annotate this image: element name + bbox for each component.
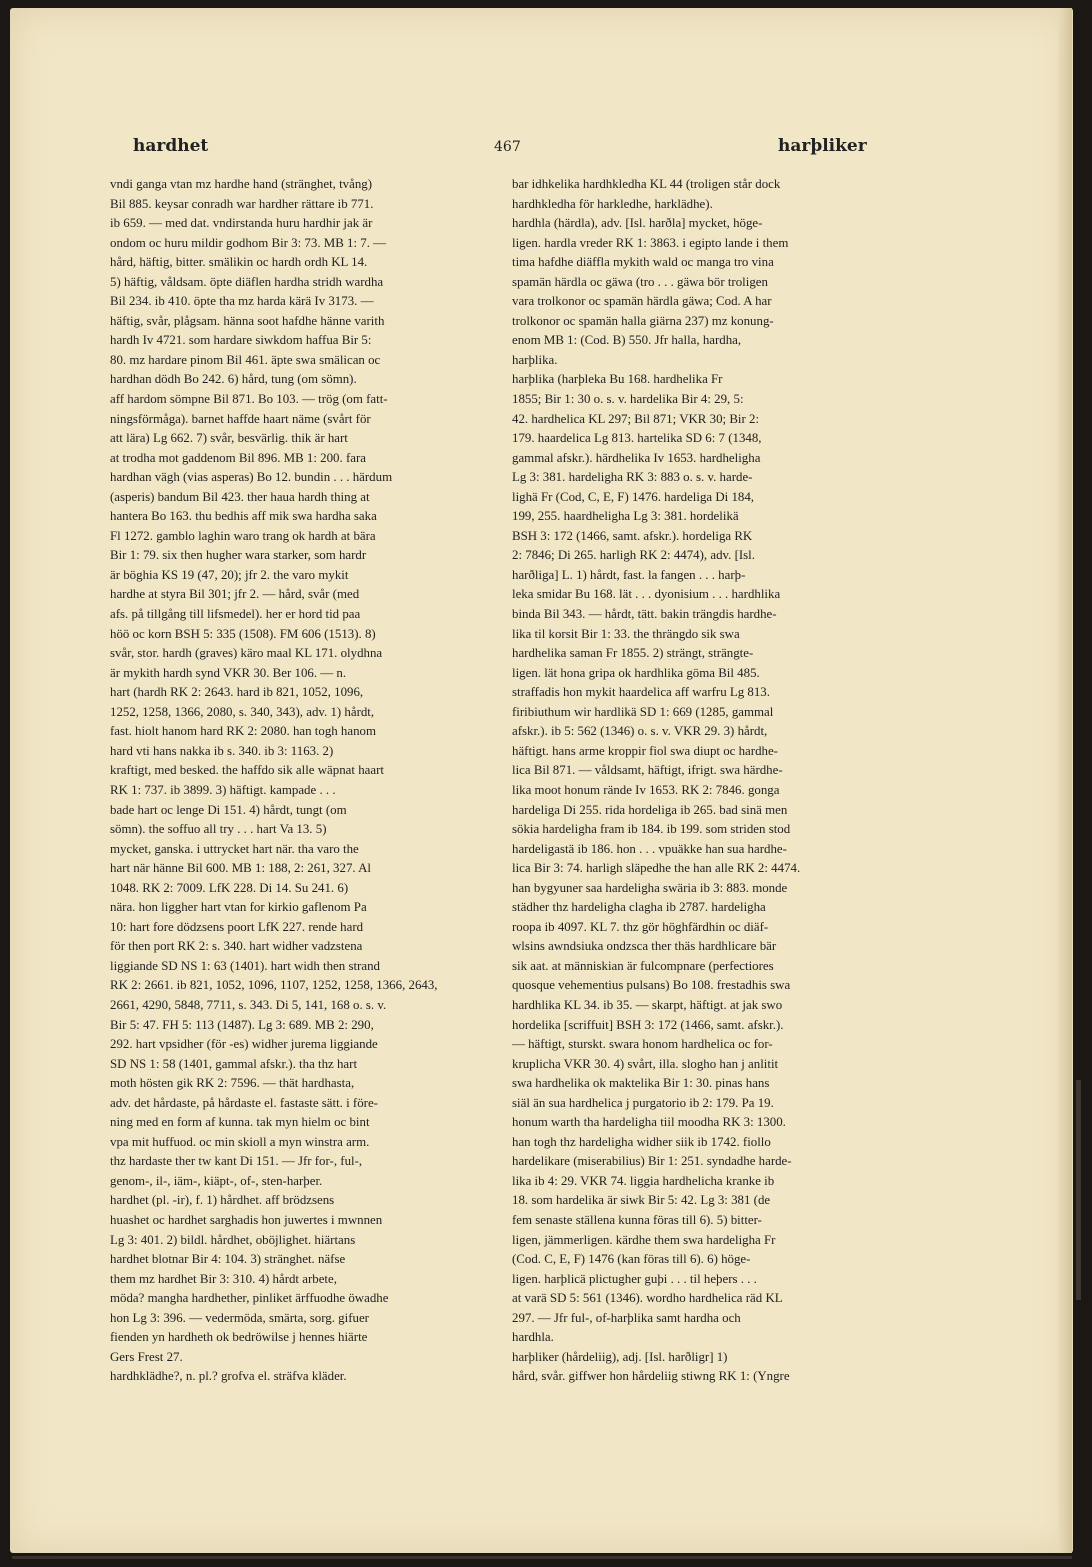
- text-line: SD NS 1: 58 (1401, gammal afskr.). tha thz hart: [110, 1056, 358, 1071]
- scan-shadow-bottom: [12, 1556, 1072, 1559]
- text-line: Gers Frest 27.: [110, 1349, 183, 1364]
- text-line: vndi ganga vtan mz hardhe hand (stränghet, tvång): [110, 177, 373, 191]
- text-line: tima hafdhe diäffla mykith wald oc manga tro vina: [512, 255, 774, 270]
- text-line: huashet oc hardhet sarghadis hon juwertes i mwnnen: [110, 1212, 383, 1227]
- text-line: (asperis) bandum Bil 423. ther haua hardh thing at: [110, 489, 370, 504]
- text-line: hardhan dödh Bo 242. 6) hård, tung (om sömn).: [110, 372, 357, 387]
- text-line: hantera Bo 163. thu bedhis aff mik swa hardha saka: [110, 509, 377, 524]
- right-column: [512, 175, 884, 1387]
- text-line: 42. hardhelica KL 297; Bil 871; VKR 30; Bir 2:: [512, 411, 760, 426]
- text-line: Bir 5: 47. FH 5: 113 (1487). Lg 3: 689. MB 2: 290,: [110, 1017, 374, 1032]
- text-line: harðliga] L. 1) hårdt, fast. la fangen . . . harþ-: [512, 567, 746, 582]
- text-line: fast. hiolt hanom hard RK 2: 2080. han togh hanom: [110, 724, 377, 739]
- text-line: swa hardhelika ok maktelika Bir 1: 30. pinas hans: [512, 1076, 770, 1091]
- text-line: hart när hänne Bil 600. MB 1: 188, 2: 261, 327. Al: [110, 861, 372, 876]
- text-line: ib 659. — med dat. vndirstanda huru hardhir jak är: [110, 216, 373, 231]
- text-line: hardhlika KL 34. ib 35. — skarpt, häftigt. at jak swo: [512, 997, 783, 1012]
- text-line: binda Bil 343. — hårdt, tätt. bakin trängdis hardhe-: [512, 607, 777, 622]
- text-line: ningsförmåga). barnet haffde haart näme (svårt för: [110, 411, 371, 426]
- text-line: honum warth tha hardeligha tiil moodha RK 3: 1300.: [512, 1115, 786, 1130]
- text-line: (Cod. C, E, F) 1476 (kan föras till 6). 6) höge-: [512, 1252, 751, 1267]
- text-line: 292. hart vpsidher (för -es) widher jurema liggiande: [110, 1037, 378, 1052]
- text-line: leka smidar Bu 168. lät . . . dyonisium . . . hardhlika: [512, 587, 781, 602]
- text-line: 18. som hardelika är siwk Bir 5: 42. Lg 3: 381 (de: [512, 1193, 771, 1208]
- scan-shadow-right: [1076, 1080, 1081, 1300]
- text-line: harþlika (harþleka Bu 168. hardhelika Fr: [512, 372, 723, 387]
- text-line: liggiande SD NS 1: 63 (1401). hart widh then strand: [110, 958, 380, 973]
- text-line: kruplicha VKR 30. 4) svårt, illa. slogho han j anlitit: [512, 1056, 779, 1071]
- text-line: är mykith hardh synd VKR 30. Ber 106. — n.: [110, 665, 347, 680]
- text-line: städher thz hardeligha clagha ib 2787. hardeligha: [512, 900, 766, 915]
- text-line: ligen. lät hona gripa ok hardhlika göma Bil 485.: [512, 665, 760, 680]
- text-line: hardh Iv 4721. som hardare siwkdom haffua Bir 5:: [110, 333, 372, 348]
- text-line: 10: hart fore dödzsens poort LfK 227. rende hard: [110, 919, 364, 934]
- text-line: lika ib 4: 29. VKR 74. liggia hardhelicha kranke ib: [512, 1173, 775, 1188]
- text-line: aff hardom sömpne Bil 871. Bo 103. — trög (om fatt-: [110, 392, 388, 407]
- text-line: att lära) Lg 662. 7) svår, besvärlig. thik är hart: [110, 431, 348, 446]
- text-line: fem senaste ställena kunna föras till 6). 5) bitter-: [512, 1212, 762, 1227]
- text-line: afskr.). ib 5: 562 (1346) o. s. v. VKR 29. 3) hårdt,: [512, 724, 768, 739]
- text-line: — häftigt, sturskt. swara honom hardhelica oc for-: [512, 1037, 773, 1052]
- header-left-guideword: hardhet: [133, 136, 209, 156]
- text-line: them mz hardhet Bir 3: 310. 4) hårdt arbete,: [110, 1271, 337, 1286]
- text-line: hon Lg 3: 396. — vedermöda, smärta, sorg. gifuer: [110, 1310, 369, 1325]
- text-line: 1252, 1258, 1366, 2080, s. 340, 343), adv. 1) hårdt,: [110, 704, 375, 719]
- text-line: lika moot honum rände Iv 1653. RK 2: 7846. gonga: [512, 782, 780, 797]
- text-line: hardhe at styra Bil 301; jfr 2. — hård, svår (med: [110, 587, 360, 602]
- text-line: 199, 255. haardheligha Lg 3: 381. hordelikä: [512, 509, 739, 524]
- text-line: nära. hon liggher hart vtan for kirkio gaflenom Pa: [110, 900, 367, 915]
- text-line: harþliker (hårdeliig), adj. [Isl. harðligr] 1): [512, 1349, 728, 1364]
- text-line: ning med en form af kunna. tak myn hielm oc bint: [110, 1115, 370, 1130]
- text-line: Lg 3: 381. hardeligha RK 3: 883 o. s. v. harde-: [512, 470, 753, 485]
- text-line: Fl 1272. gamblo laghin waro trang ok hardh at bära: [110, 528, 376, 543]
- text-line: hardeligastä ib 186. hon . . . vpuäkke han sua hardhe-: [512, 841, 787, 856]
- text-line: hård, svår. giffwer hon hårdeliig stiwng RK 1: (Yngre: [512, 1369, 790, 1384]
- text-line: 179. haardelica Lg 813. hartelika SD 6: 7 (1348,: [512, 431, 762, 446]
- text-line: 2661, 4290, 5848, 7711, s. 343. Di 5, 141, 168 o. s. v.: [110, 997, 387, 1012]
- text-line: Bil 234. ib 410. öpte tha mz harda kärä Iv 3173. —: [110, 294, 374, 309]
- text-line: hardhelika saman Fr 1855. 2) strängt, strängte-: [512, 646, 754, 661]
- text-line: quosque vehementius pulsans) Bo 108. frestadhis swa: [512, 978, 791, 993]
- text-line: bar idhkelika hardhkledha KL 44 (troligen står dock: [512, 177, 781, 191]
- text-line: 80. mz hardare pinom Bil 461. äpte swa smälican oc: [110, 352, 381, 367]
- text-line: wlsins awndsiuka ondzsca ther thäs hardhlicare bär: [512, 939, 777, 954]
- text-line: hardhet blotnar Bir 4: 104. 3) stränghet. näfse: [110, 1252, 346, 1267]
- text-line: gammal afskr.). härdhelika Iv 1653. hardheligha: [512, 450, 761, 465]
- text-line: mycket, ganska. i uttrycket hart när. tha varo the: [110, 841, 359, 856]
- text-line: är böghia KS 19 (47, 20); jfr 2. the varo mykit: [110, 567, 349, 582]
- text-line: för then port RK 2: s. 340. hart widher vadzstena: [110, 939, 363, 954]
- left-column: [110, 175, 482, 1387]
- text-line: ligen, jämmerligen. kärdhe them swa hardeligha Fr: [512, 1232, 776, 1247]
- page-number: 467: [494, 139, 521, 155]
- text-line: Lg 3: 401. 2) bildl. hårdhet, oböjlighet. hiärtans: [110, 1232, 356, 1247]
- text-line: ligen. harþlicä plictugher guþi . . . til heþers . . .: [512, 1271, 757, 1286]
- text-line: lika til korsit Bir 1: 33. the thrängdo sik swa: [512, 626, 740, 641]
- text-line: Bir 1: 79. six then hugher wara starker, som hardr: [110, 548, 367, 563]
- text-line: afs. på tillgång till lifsmedel). her er hord tid paa: [110, 607, 361, 622]
- text-line: höö oc korn BSH 5: 335 (1508). FM 606 (1513). 8): [110, 626, 376, 641]
- text-line: trolkonor oc spamän halla giärna 237) mz konung-: [512, 313, 774, 328]
- text-line: sökia hardeligha fram ib 184. ib 199. som striden stod: [512, 822, 791, 837]
- text-line: häftigt. hans arme kroppir fiol swa diupt oc hardhe-: [512, 743, 778, 758]
- text-line: ligen. hardla vreder RK 1: 3863. i egipto lande i them: [512, 235, 789, 250]
- text-line: ondom oc huru mildir godhom Bir 3: 73. MB 1: 7. —: [110, 235, 387, 250]
- text-line: sömn). the soffuo all try . . . hart Va 13. 5): [110, 822, 327, 837]
- text-line: harþlika.: [512, 352, 558, 367]
- text-line: 2: 7846; Di 265. harligh RK 2: 4474), adv. [Isl.: [512, 548, 755, 563]
- text-line: hordelika [scriffuit] BSH 3: 172 (1466, samt. afskr.).: [512, 1017, 784, 1032]
- text-line: vpa mit huffuod. oc min skioll a myn winstra arm.: [110, 1134, 370, 1149]
- text-line: hardelikare (miserabilius) Bir 1: 251. syndadhe harde-: [512, 1154, 792, 1169]
- text-line: hardhklädhe?, n. pl.? grofva el. sträfva kläder.: [110, 1369, 347, 1384]
- text-line: svår, stor. hardh (graves) käro maal KL 171. olydhna: [110, 646, 383, 661]
- text-line: lica Bir 3: 74. harligh släpedhe the han alle RK 2: 4474.: [512, 861, 801, 876]
- text-line: hard vti hans nakka ib s. 340. ib 3: 1163. 2): [110, 743, 334, 758]
- text-line: spamän härdla oc gäwa (tro . . . gäwa bör troligen: [512, 274, 768, 289]
- text-line: moth hösten gik RK 2: 7596. — thät hardhasta,: [110, 1076, 355, 1091]
- text-line: han togh thz hardeligha widher siik ib 1742. fiollo: [512, 1134, 771, 1149]
- text-line: RK 1: 737. ib 3899. 3) häftigt. kampade . . .: [110, 782, 336, 797]
- text-line: bade hart oc lenge Di 151. 4) hårdt, tungt (om: [110, 802, 347, 817]
- text-line: hardhan vägh (vias asperas) Bo 12. bundin . . . härdum: [110, 470, 393, 485]
- text-line: fienden yn hardheth ok bedröwilse j hennes hiärte: [110, 1330, 368, 1345]
- text-line: RK 2: 2661. ib 821, 1052, 1096, 1107, 1252, 1258, 1366, 2643,: [110, 978, 438, 993]
- text-line: BSH 3: 172 (1466, samt. afskr.). hordeliga RK: [512, 528, 753, 543]
- text-line: thz hardaste ther tw kant Di 151. — Jfr for-, ful-,: [110, 1154, 363, 1169]
- text-line: 1048. RK 2: 7009. LfK 228. Di 14. Su 241. 6): [110, 880, 349, 895]
- header-right-guideword: harþliker: [778, 136, 867, 156]
- text-line: hart (hardh RK 2: 2643. hard ib 821, 1052, 1096,: [110, 685, 364, 700]
- text-line: genom-, il-, iäm-, kiäpt-, of-, sten-harþer.: [110, 1173, 323, 1188]
- text-line: kraftigt, med besked. the haffdo sik alle wäpnat haart: [110, 763, 384, 778]
- text-line: roopa ib 4097. KL 7. thz gör höghfärdhin oc diäf-: [512, 919, 769, 934]
- text-line: hardhet (pl. -ir), f. 1) hårdhet. aff brödzsens: [110, 1193, 335, 1208]
- text-line: adv. det hårdaste, på hårdaste el. fastaste sätt. i före-: [110, 1095, 378, 1110]
- text-line: han bygyuner saa hardeligha swäria ib 3: 883. monde: [512, 880, 788, 895]
- text-line: hardhla.: [512, 1330, 554, 1345]
- text-line: hardhkledha för harkledhe, harklädhe).: [512, 196, 713, 211]
- text-line: 5) häftig, våldsam. öpte diäflen hardha stridh wardha: [110, 274, 384, 289]
- text-line: enom MB 1: (Cod. B) 550. Jfr halla, hardha,: [512, 333, 742, 348]
- page-edge: [1058, 8, 1072, 1553]
- text-line: hardhla (härdla), adv. [Isl. harðla] mycket, höge-: [512, 216, 763, 231]
- text-line: at varä SD 5: 561 (1346). wordho hardhelica räd KL: [512, 1291, 783, 1306]
- text-line: lica Bil 871. — våldsamt, häftigt, ifrigt. swa härdhe-: [512, 763, 783, 778]
- text-line: hardeliga Di 255. rida hordeliga ib 265. bad sinä men: [512, 802, 788, 817]
- text-line: vara trolkonor oc spamän härdla gäwa; Cod. A har: [512, 294, 772, 309]
- text-line: hård, häftig, bitter. smälikin oc hardh ordh KL 14.: [110, 255, 368, 270]
- text-line: 1855; Bir 1: 30 o. s. v. hardelika Bir 4: 29, 5:: [512, 392, 744, 407]
- text-line: häftig, svår, plågsam. hänna soot hafdhe hänne varith: [110, 313, 385, 328]
- text-line: möda? mangha hardhether, pinliket ärffuodhe öwadhe: [110, 1291, 389, 1306]
- text-line: straffadis hon mykit haardelica aff warfru Lg 813.: [512, 685, 770, 700]
- text-line: sik aat. at människian är fulcompnare (perfectiores: [512, 958, 774, 973]
- text-line: siäl än sua hardhelica j purgatorio ib 2: 179. Pa 19.: [512, 1095, 774, 1110]
- text-line: 297. — Jfr ful-, of-harþlika samt hardha och: [512, 1310, 741, 1325]
- text-line: firibiuthum wir hardlikä SD 1: 669 (1285, gammal: [512, 704, 774, 719]
- text-line: at trodha mot gaddenom Bil 896. MB 1: 200. fara: [110, 450, 366, 465]
- text-line: Bil 885. keysar conradh war hardher rättare ib 771.: [110, 196, 374, 211]
- text-line: lighä Fr (Cod, C, E, F) 1476. hardeliga Di 184,: [512, 489, 755, 504]
